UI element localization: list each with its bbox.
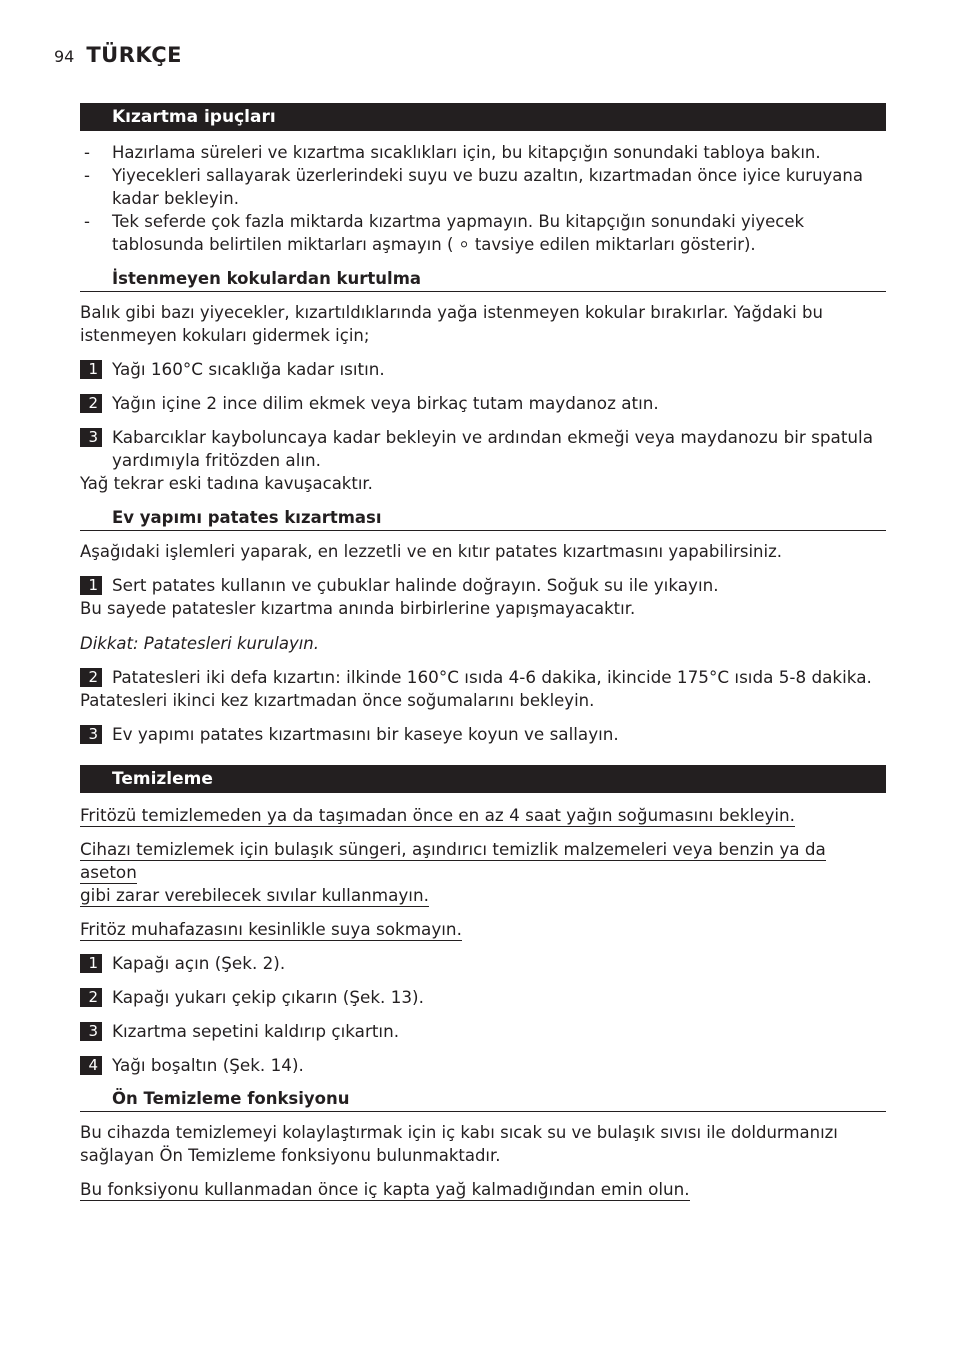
step-item bbox=[80, 574, 886, 597]
step-item bbox=[80, 952, 886, 975]
step-note: Bu sayede patatesler kızartma anında birbirlerine yapışmayacaktır. bbox=[80, 599, 636, 618]
page-number: 94 bbox=[54, 47, 75, 66]
warning-text: Bu fonksiyonu kullanmadan önce iç kapta yağ kalmadığından emin olun. bbox=[80, 1179, 690, 1199]
pre-cleaning-intro: Bu cihazda temizlemeyi kolaylaştırmak için iç kabı sıcak su ve bulaşık sıvısı ile doldurmanızı sağlayan Ön Temizleme fonksiyonu bulunmaktadır. bbox=[80, 1123, 838, 1165]
list-item-text: Yiyecekleri sallayarak üzerlerindeki suyu ve buzu azaltın, kızartmadan önce iyice kuruyana kadar bekleyin. bbox=[112, 166, 863, 208]
list-item-text: Tek seferde çok fazla miktarda kızartma yapmayın. Bu kitapçığın sonundaki yiyecek tablosunda belirtilen miktarları aşmayın ( bbox=[112, 212, 805, 254]
step-text: Sert patates kullanın ve çubuklar halinde doğrayın. Soğuk su ile yıkayın. bbox=[112, 575, 719, 595]
step-number: 3 bbox=[80, 428, 102, 447]
page-header bbox=[54, 44, 886, 78]
step-item bbox=[80, 392, 886, 415]
list-item bbox=[80, 210, 886, 257]
step-item bbox=[80, 666, 886, 689]
list-item bbox=[80, 164, 886, 210]
cleaning-warning bbox=[80, 804, 886, 827]
document-page bbox=[54, 43, 886, 1201]
step-text: Yağın içine 2 ince dilim ekmek veya birkaç tutam maydanoz atın. bbox=[112, 393, 659, 413]
list-item-text: Hazırlama süreleri ve kızartma sıcaklıkları için, bu kitapçığın sonundaki tabloya bakın. bbox=[112, 143, 821, 162]
pot-icon: ⚪ bbox=[458, 238, 470, 253]
cleaning-warning bbox=[80, 838, 886, 907]
step-text: Yağı 160°C sıcaklığa kadar ısıtın. bbox=[112, 359, 385, 379]
warning-text: Cihazı temizlemek için bulaşık süngeri, aşındırıcı temizlik malzemeleri veya benzin ya da aseton bbox=[80, 839, 826, 882]
odours-outro: Yağ tekrar eski tadına kavuşacaktır. bbox=[80, 474, 373, 493]
cleaning-warning bbox=[80, 918, 886, 941]
step-number: 2 bbox=[80, 394, 102, 413]
step-text: Patatesleri iki defa kızartın: ilkinde 160°C ısıda 4-6 dakika, ikincide 175°C ısıda 5-8 dakika. bbox=[112, 667, 872, 687]
step-text: Kapağı yukarı çekip çıkarın (Şek. 13). bbox=[112, 987, 424, 1007]
chips-intro: Aşağıdaki işlemleri yaparak, en lezzetli ve en kıtır patates kızartmasını yapabilirsiniz. bbox=[80, 542, 782, 561]
step-text: Kabarcıklar kayboluncaya kadar bekleyin ve ardından ekmeği veya maydanozu bir spatula yardımıyla fritözden alın. bbox=[112, 427, 873, 470]
list-item bbox=[80, 141, 886, 164]
step-text: Kapağı açın (Şek. 2). bbox=[112, 953, 286, 973]
step-number: 1 bbox=[80, 576, 102, 595]
step-number: 3 bbox=[80, 725, 102, 744]
language-title: TÜRKÇE bbox=[86, 43, 182, 67]
step-item bbox=[80, 986, 886, 1009]
section-heading-pre-cleaning: Ön Temizleme fonksiyonu bbox=[80, 1087, 886, 1112]
caution-note: Dikkat: Patatesleri kurulayın. bbox=[80, 634, 319, 653]
warning-text: gibi zarar verebilecek sıvılar kullanmayın. bbox=[80, 885, 429, 905]
step-item bbox=[80, 358, 886, 381]
warning-text: Fritözü temizlemeden ya da taşımadan önce en az 4 saat yağın soğumasını bekleyin. bbox=[80, 805, 796, 825]
step-item bbox=[80, 723, 886, 746]
step-number: 1 bbox=[80, 360, 102, 379]
list-item-text-tail: tavsiye edilen miktarları gösterir). bbox=[469, 235, 756, 254]
step-number: 2 bbox=[80, 668, 102, 687]
section-heading-odours: İstenmeyen kokulardan kurtulma bbox=[80, 267, 886, 292]
odours-intro: Balık gibi bazı yiyecekler, kızartıldıklarında yağa istenmeyen kokular bırakırlar. Yağdaki bu istenmeyen kokuları gidermek için; bbox=[80, 303, 823, 345]
pre-cleaning-warning bbox=[80, 1178, 886, 1201]
step-note: Patatesleri ikinci kez kızartmadan önce soğumalarını bekleyin. bbox=[80, 691, 595, 710]
step-text: Yağı boşaltın (Şek. 14). bbox=[112, 1055, 304, 1075]
step-item bbox=[80, 1020, 886, 1043]
step-number: 3 bbox=[80, 1022, 102, 1041]
section-heading-frying-tips: Kızartma ipuçları bbox=[80, 103, 886, 131]
step-text: Kızartma sepetini kaldırıp çıkartın. bbox=[112, 1021, 400, 1041]
warning-text: Fritöz muhafazasını kesinlikle suya sokmayın. bbox=[80, 919, 462, 939]
frying-tips-list bbox=[80, 141, 886, 257]
step-item bbox=[80, 426, 886, 472]
step-number: 4 bbox=[80, 1056, 102, 1075]
step-item bbox=[80, 1054, 886, 1077]
step-number: 2 bbox=[80, 988, 102, 1007]
step-text: Ev yapımı patates kızartmasını bir kaseye koyun ve sallayın. bbox=[112, 724, 619, 744]
step-number: 1 bbox=[80, 954, 102, 973]
section-heading-homemade-chips: Ev yapımı patates kızartması bbox=[80, 506, 886, 531]
section-heading-cleaning: Temizleme bbox=[80, 765, 886, 793]
